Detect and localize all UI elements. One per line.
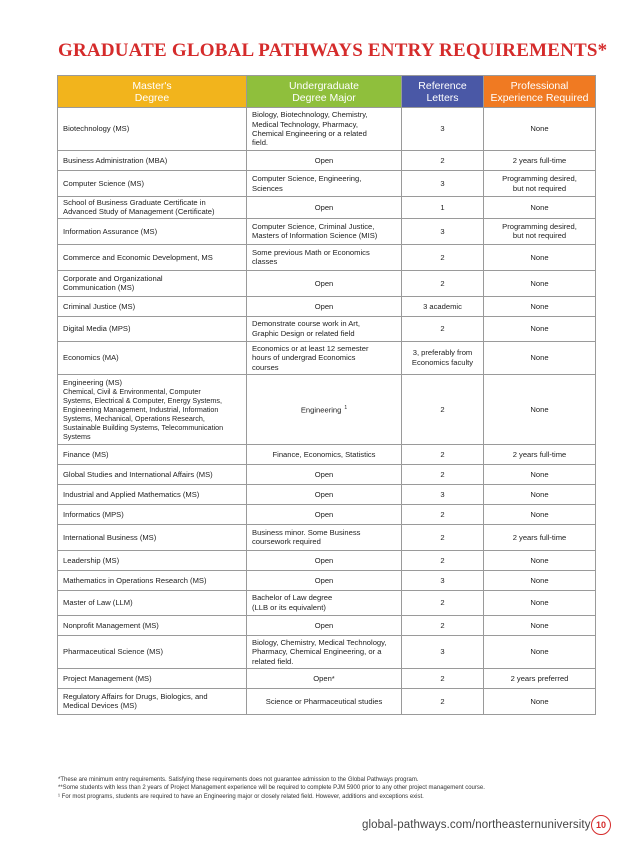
reference-letters: 3	[402, 171, 484, 197]
experience-required: None	[484, 590, 596, 615]
program-name: Biotechnology (MS)	[58, 108, 247, 151]
experience-required: None	[484, 688, 596, 714]
program-name: Global Studies and International Affairs (MS)	[58, 464, 247, 484]
undergraduate-major: Open	[247, 570, 402, 590]
undergraduate-major: Open	[247, 197, 402, 219]
program-name: International Business (MS)	[58, 524, 247, 550]
reference-letters: 2	[402, 550, 484, 570]
reference-letters: 2	[402, 151, 484, 171]
table-row	[58, 590, 596, 615]
program-name: Master of Law (LLM)	[58, 590, 247, 615]
undergraduate-major: Demonstrate course work in Art, Graphic Design or related field	[247, 316, 402, 341]
undergraduate-major: Finance, Economics, Statistics	[247, 444, 402, 464]
table-row	[58, 244, 596, 270]
table-row	[58, 464, 596, 484]
table-row	[58, 444, 596, 464]
table-row	[58, 270, 596, 296]
program-name: Informatics (MPS)	[58, 504, 247, 524]
requirements-table	[57, 75, 596, 715]
table-row	[58, 570, 596, 590]
table-row	[58, 171, 596, 197]
experience-required: Programming desired, but not required	[484, 171, 596, 197]
program-name: Information Assurance (MS)	[58, 218, 247, 244]
reference-letters: 3	[402, 218, 484, 244]
undergraduate-major: Economics or at least 12 semester hours of undergrad Economics courses	[247, 341, 402, 374]
table-row	[58, 550, 596, 570]
experience-required: None	[484, 270, 596, 296]
program-name: Criminal Justice (MS)	[58, 296, 247, 316]
program-name: Mathematics in Operations Research (MS)	[58, 570, 247, 590]
table-row	[58, 108, 596, 151]
program-name: Business Administration (MBA)	[58, 151, 247, 171]
experience-required: None	[484, 484, 596, 504]
undergraduate-major: Open	[247, 484, 402, 504]
program-name: Regulatory Affairs for Drugs, Biologics, and Medical Devices (MS)	[58, 688, 247, 714]
experience-required: None	[484, 341, 596, 374]
reference-letters: 2	[402, 615, 484, 635]
page-number: 10	[591, 815, 611, 835]
undergraduate-major: Open	[247, 270, 402, 296]
footnotes	[58, 776, 598, 801]
program-name: Digital Media (MPS)	[58, 316, 247, 341]
program-name: Industrial and Applied Mathematics (MS)	[58, 484, 247, 504]
experience-required: None	[484, 464, 596, 484]
table-row	[58, 374, 596, 444]
reference-letters: 3	[402, 570, 484, 590]
program-name: Nonprofit Management (MS)	[58, 615, 247, 635]
reference-letters: 2	[402, 668, 484, 688]
program-name: Project Management (MS)	[58, 668, 247, 688]
undergraduate-major: Biology, Biotechnology, Chemistry, Medical Technology, Pharmacy, Chemical Engineering or a related field.	[247, 108, 402, 151]
reference-letters: 2	[402, 244, 484, 270]
program-name: Computer Science (MS)	[58, 171, 247, 197]
footer-url[interactable]: global-pathways.com/northeasternuniversity	[362, 819, 591, 831]
reference-letters: 2	[402, 688, 484, 714]
undergraduate-major: Open	[247, 464, 402, 484]
table-row	[58, 504, 596, 524]
reference-letters: 2	[402, 270, 484, 296]
reference-letters: 3	[402, 635, 484, 668]
undergraduate-major: Open	[247, 296, 402, 316]
reference-letters: 2	[402, 524, 484, 550]
undergraduate-major: Biology, Chemistry, Medical Technology, Pharmacy, Chemical Engineering, or a related field.	[247, 635, 402, 668]
experience-required: 2 years full-time	[484, 151, 596, 171]
table-row	[58, 484, 596, 504]
reference-letters: 2	[402, 464, 484, 484]
table-row	[58, 688, 596, 714]
table-row	[58, 197, 596, 219]
undergraduate-major: Computer Science, Engineering, Sciences	[247, 171, 402, 197]
experience-required: None	[484, 197, 596, 219]
program-name: Finance (MS)	[58, 444, 247, 464]
undergraduate-major: Open*	[247, 668, 402, 688]
undergraduate-major: Bachelor of Law degree (LLB or its equivalent)	[247, 590, 402, 615]
undergraduate-major: Open	[247, 504, 402, 524]
program-name: Commerce and Economic Development, MS	[58, 244, 247, 270]
program-name: School of Business Graduate Certificate in Advanced Study of Management (Certificate)	[58, 197, 247, 219]
reference-letters: 2	[402, 590, 484, 615]
page-title: GRADUATE GLOBAL PATHWAYS ENTRY REQUIREMENTS*	[58, 40, 608, 61]
undergraduate-major: Open	[247, 615, 402, 635]
header-masters-degree: Master's Degree	[58, 76, 247, 108]
experience-required: None	[484, 374, 596, 444]
reference-letters: 3	[402, 484, 484, 504]
program-name: Pharmaceutical Science (MS)	[58, 635, 247, 668]
experience-required: None	[484, 504, 596, 524]
experience-required: None	[484, 316, 596, 341]
header-professional-experience: Professional Experience Required	[484, 76, 596, 108]
experience-required: 2 years full-time	[484, 524, 596, 550]
experience-required: Programming desired, but not required	[484, 218, 596, 244]
reference-letters: 3 academic	[402, 296, 484, 316]
reference-letters: 2	[402, 374, 484, 444]
undergraduate-major: Some previous Math or Economics classes	[247, 244, 402, 270]
table-row	[58, 668, 596, 688]
experience-required: 2 years preferred	[484, 668, 596, 688]
table-row	[58, 341, 596, 374]
reference-letters: 1	[402, 197, 484, 219]
experience-required: None	[484, 615, 596, 635]
experience-required: 2 years full-time	[484, 444, 596, 464]
reference-letters: 3	[402, 108, 484, 151]
undergraduate-major: Open	[247, 550, 402, 570]
reference-letters: 2	[402, 504, 484, 524]
table-row	[58, 316, 596, 341]
reference-letters: 3, preferably from Economics faculty	[402, 341, 484, 374]
undergraduate-major: Computer Science, Criminal Justice, Masters of Information Science (MIS)	[247, 218, 402, 244]
program-name: Economics (MA)	[58, 341, 247, 374]
header-row	[58, 76, 596, 108]
experience-required: None	[484, 550, 596, 570]
experience-required: None	[484, 244, 596, 270]
experience-required: None	[484, 635, 596, 668]
reference-letters: 2	[402, 316, 484, 341]
header-undergraduate-major: Undergraduate Degree Major	[247, 76, 402, 108]
table-row	[58, 635, 596, 668]
experience-required: None	[484, 296, 596, 316]
header-reference-letters: Reference Letters	[402, 76, 484, 108]
experience-required: None	[484, 570, 596, 590]
program-name: Corporate and Organizational Communication (MS)	[58, 270, 247, 296]
reference-letters: 2	[402, 444, 484, 464]
program-name: Leadership (MS)	[58, 550, 247, 570]
footnote: ¹ For most programs, students are required to have an Engineering major or closely related field. However, additions and exceptions exist.	[58, 793, 424, 800]
experience-required: None	[484, 108, 596, 151]
table-row	[58, 615, 596, 635]
table-row	[58, 151, 596, 171]
undergraduate-major: Open	[247, 151, 402, 171]
undergraduate-major: Business minor. Some Business coursework required	[247, 524, 402, 550]
program-name: Engineering (MS) Chemical, Civil & Environmental, Computer Systems, Electrical & Computer, Energy Systems, Engineering Management, Industrial, Information Systems, Mechanical, Operations Research, Sustainable Building Systems, Telecommunication Systems	[58, 374, 247, 444]
table-row	[58, 296, 596, 316]
undergraduate-major: Engineering $^1$	[247, 374, 402, 444]
table-row	[58, 524, 596, 550]
undergraduate-major: Science or Pharmaceutical studies	[247, 688, 402, 714]
footnote: **Some students with less than 2 years of Project Management experience will be required to complete PJM 5900 prior to any other project management course.	[58, 785, 485, 792]
table-row	[58, 218, 596, 244]
footnote: *These are minimum entry requirements. Satisfying these requirements does not guarantee admission to the Global Pathways program.	[58, 777, 419, 783]
